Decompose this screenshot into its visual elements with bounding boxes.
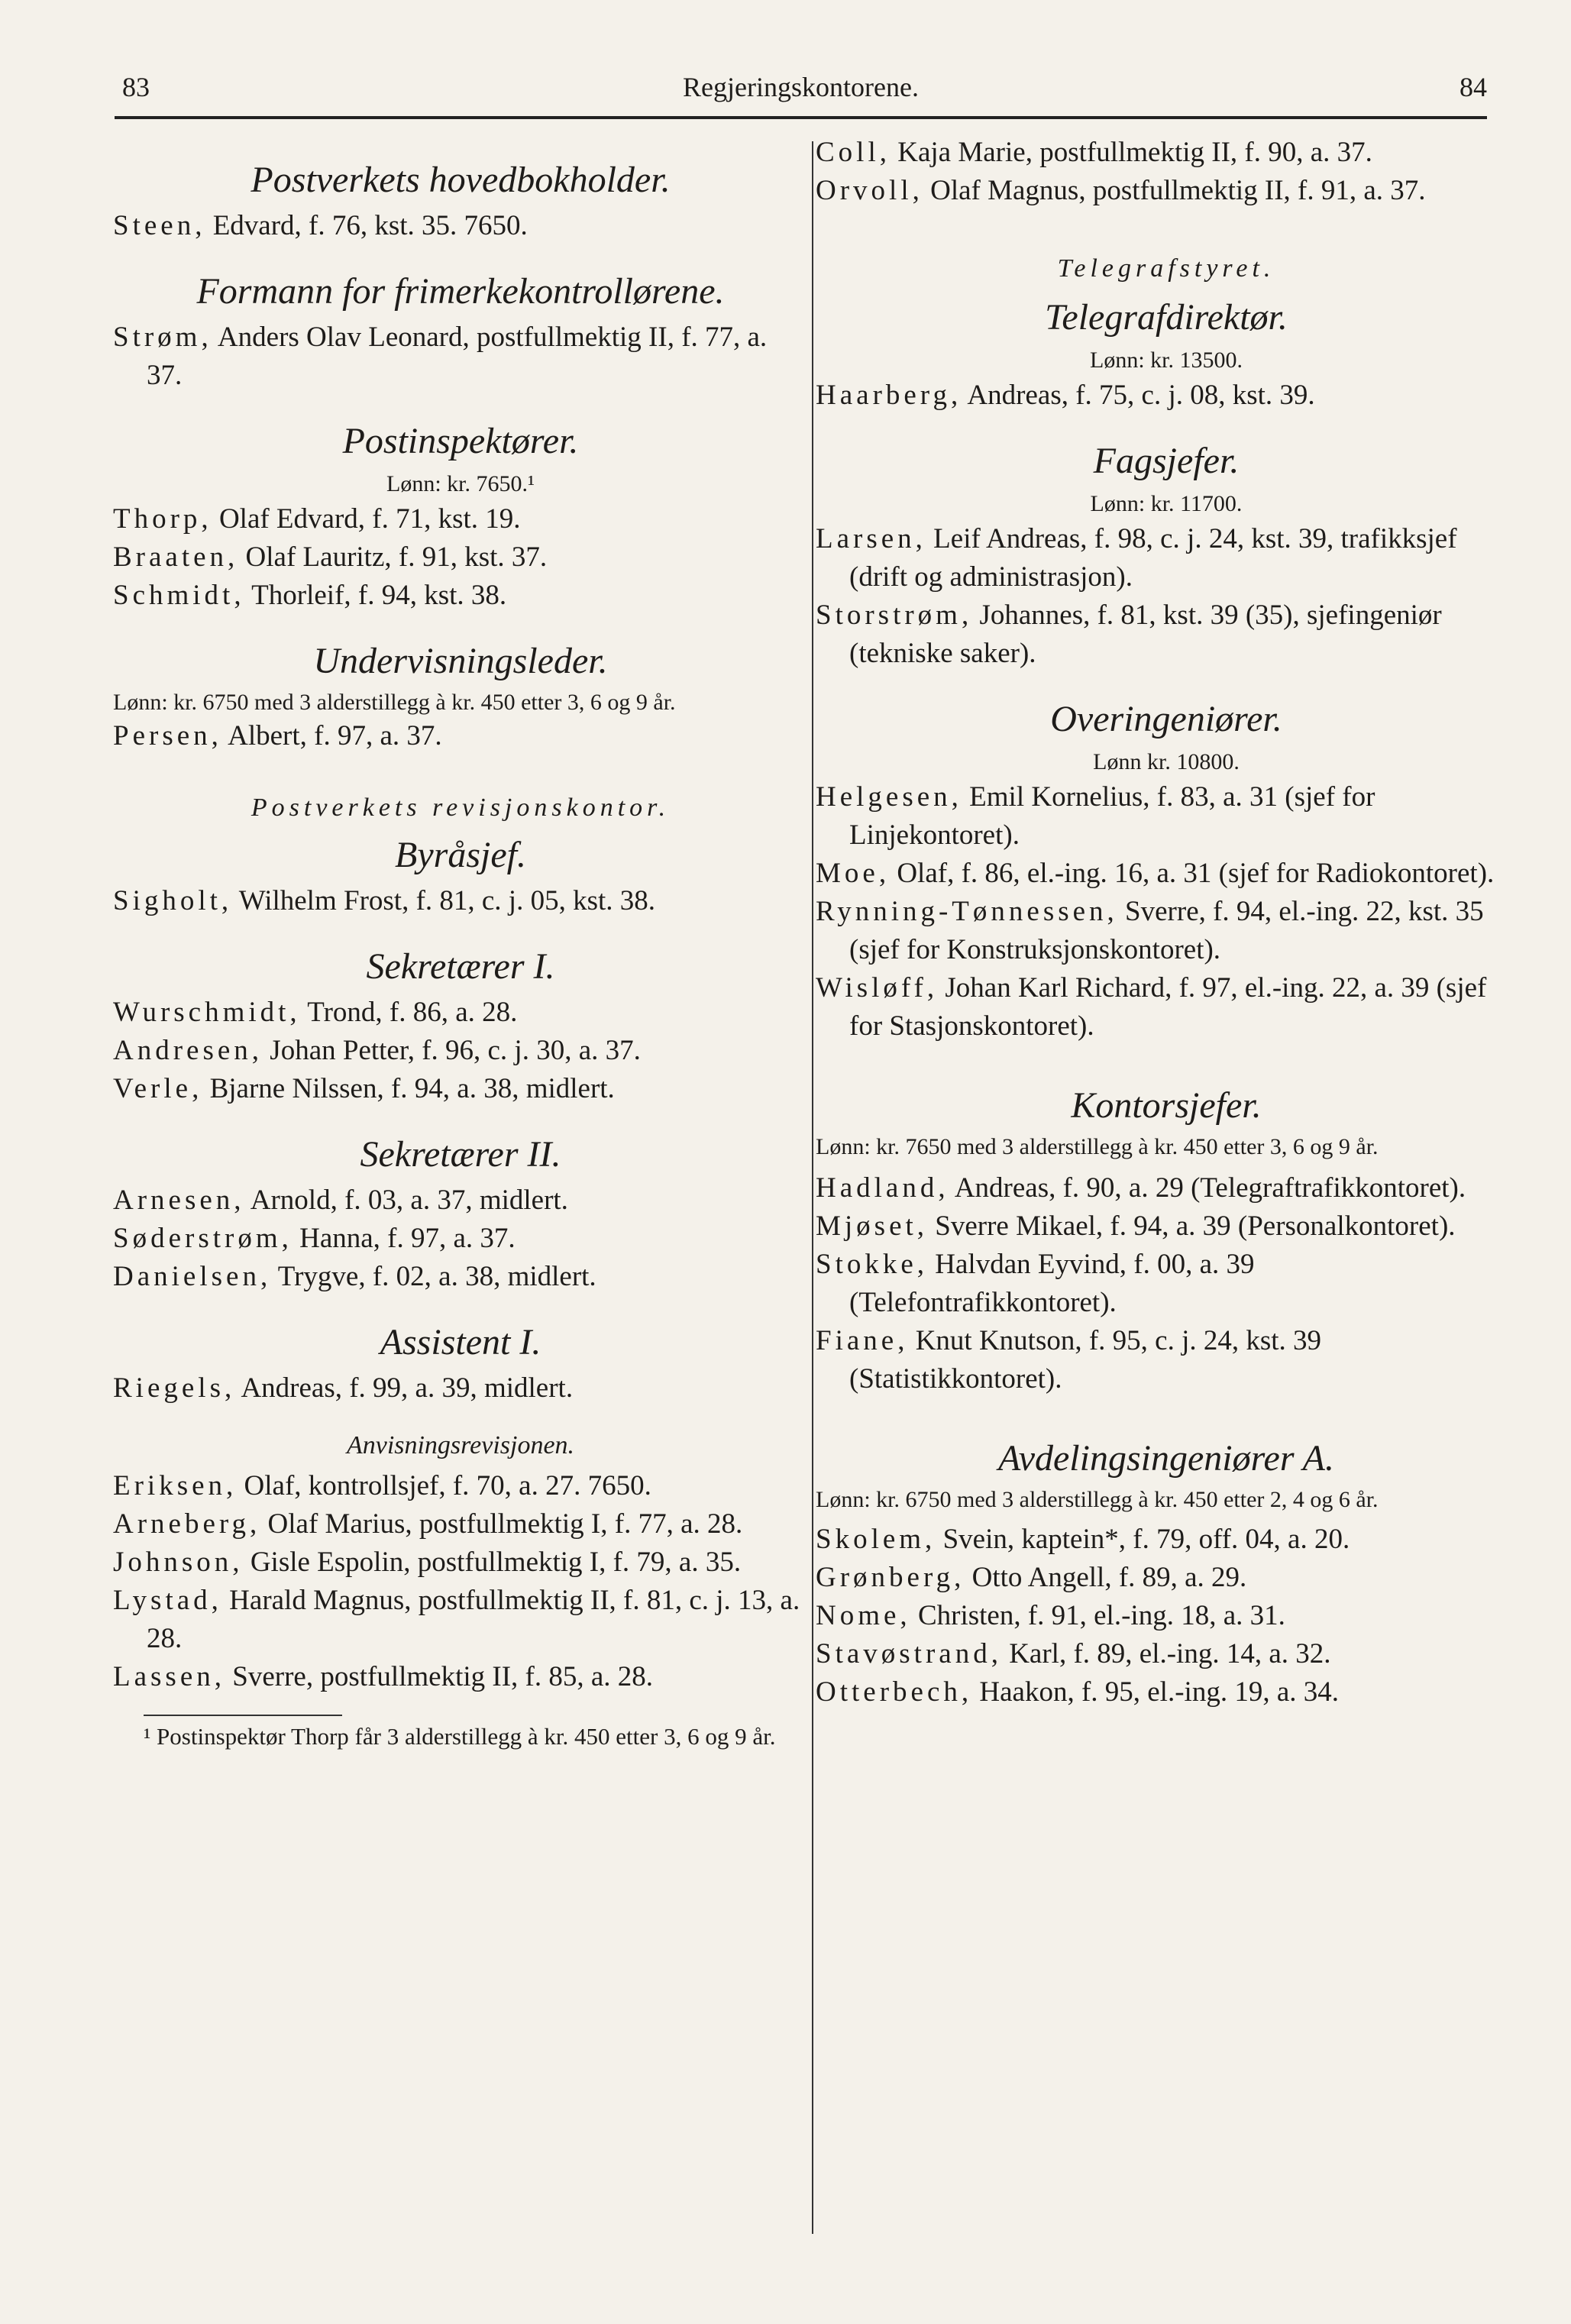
list-item xyxy=(113,1220,808,1258)
section-title: Overingeniører. xyxy=(1050,699,1282,739)
department-heading: Postverkets revisjonskontor. xyxy=(251,794,671,822)
entry-name: Wisløff, xyxy=(816,972,939,1004)
section-title: Avdelingsingeniører A. xyxy=(998,1438,1334,1479)
entry-details: Hanna, f. 97, a. 37. xyxy=(292,1223,516,1254)
entry-name: Lassen, xyxy=(113,1661,225,1692)
entry-name: Persen, xyxy=(113,720,222,752)
entry-name: Orvoll, xyxy=(816,175,923,206)
list-item xyxy=(816,1521,1517,1559)
entry-details: Arnold, f. 03, a. 37, midlert. xyxy=(244,1185,568,1216)
list-item xyxy=(113,717,808,755)
entry-details: Sverre, postfullmektig II, f. 85, a. 28. xyxy=(225,1661,654,1692)
entry-details: Gisle Espolin, postfullmektig I, f. 79, a. 35. xyxy=(243,1547,742,1578)
list-item xyxy=(816,520,1517,596)
entry-name: Thorp, xyxy=(113,503,212,535)
entry-name: Wurschmidt, xyxy=(113,997,301,1028)
entry-details: Emil Kornelius, f. 83, a. 31 (sjef for Linjekontoret). xyxy=(849,781,1375,851)
section-title: Assistent I. xyxy=(380,1322,541,1362)
entry-details: Sverre, f. 94, el.-ing. 22, kst. 35 (sjef for Konstruksjonskontoret). xyxy=(849,896,1484,965)
entry-name: Grønberg, xyxy=(816,1562,965,1593)
entry-details: Olaf Marius, postfullmektig I, f. 77, a. 28. xyxy=(260,1508,743,1540)
entry-name: Eriksen, xyxy=(113,1470,238,1501)
list-item xyxy=(816,1169,1517,1207)
section-title: Fagsjefer. xyxy=(1093,441,1240,481)
entry-name: Andresen, xyxy=(113,1035,263,1066)
entry-details: Olaf Edvard, f. 71, kst. 19. xyxy=(212,503,521,535)
section-title: Postverkets hovedbokholder. xyxy=(251,160,671,200)
salary-note: Lønn: kr. 7650.¹ xyxy=(386,471,535,496)
entry-details: Bjarne Nilssen, f. 94, a. 38, midlert. xyxy=(202,1073,615,1104)
entry-name: Hadland, xyxy=(816,1172,949,1204)
entry-details: Johannes, f. 81, kst. 39 (35), sjefingeniør (tekniske saker). xyxy=(849,600,1442,669)
page-number-left: 83 xyxy=(122,72,150,102)
entry-details: Olaf, kontrollsjef, f. 70, a. 27. 7650. xyxy=(237,1470,651,1501)
entry-details: Edvard, f. 76, kst. 35. 7650. xyxy=(205,210,528,241)
salary-note: Lønn: kr. 13500. xyxy=(1090,347,1243,373)
entry-name: Coll, xyxy=(816,137,891,168)
entry-name: Otterbech, xyxy=(816,1676,973,1708)
department-heading: Telegrafstyret. xyxy=(1057,254,1275,283)
entry-name: Haarberg, xyxy=(816,380,962,411)
entry-details: Karl, f. 89, el.-ing. 14, a. 32. xyxy=(1001,1638,1331,1669)
entry-name: Johnson, xyxy=(113,1547,244,1578)
entry-name: Skolem, xyxy=(816,1524,936,1555)
salary-note: Lønn: kr. 6750 med 3 alderstillegg à kr. 450 etter 3, 6 og 9 år. xyxy=(113,690,676,715)
entry-name: Stavøstrand, xyxy=(816,1638,1002,1669)
entry-name: Mjøset, xyxy=(816,1210,929,1242)
list-item xyxy=(816,1597,1517,1635)
entry-name: Strøm, xyxy=(113,322,212,353)
list-item xyxy=(113,1582,808,1658)
entry-name: Sigholt, xyxy=(113,885,233,916)
section-title: Kontorsjefer. xyxy=(1071,1085,1262,1126)
entry-name: Larsen, xyxy=(816,523,926,554)
entry-details: Thorleif, f. 94, kst. 38. xyxy=(244,580,507,611)
entry-details: Trond, f. 86, a. 28. xyxy=(300,997,518,1028)
section-title: Telegrafdirektør. xyxy=(1045,297,1288,338)
list-item xyxy=(816,1322,1517,1398)
list-item xyxy=(816,1673,1517,1711)
entry-name: Arneberg, xyxy=(113,1508,261,1540)
entry-details: Anders Olav Leonard, postfullmektig II, f. 77, a. 37. xyxy=(147,322,768,391)
salary-note: Lønn: kr. 7650 med 3 alderstillegg à kr. 450 etter 3, 6 og 9 år. xyxy=(816,1134,1379,1159)
entry-name: Rynning-Tønnessen, xyxy=(816,896,1118,927)
list-item xyxy=(113,207,808,245)
section-title: Byråsjef. xyxy=(395,835,526,875)
entry-name: Helgesen, xyxy=(816,781,962,813)
entry-name: Verle, xyxy=(113,1073,203,1104)
list-item xyxy=(816,855,1517,893)
list-item xyxy=(113,577,808,615)
list-item xyxy=(816,1246,1517,1322)
entry-details: Christen, f. 91, el.-ing. 18, a. 31. xyxy=(910,1600,1285,1631)
entry-details: Olaf Magnus, postfullmektig II, f. 91, a. 37. xyxy=(923,175,1426,206)
section-title: Undervisningsleder. xyxy=(313,641,608,681)
section-title: Postinspektører. xyxy=(342,421,579,461)
list-item xyxy=(113,1543,808,1582)
section-title: Sekretærer II. xyxy=(360,1134,561,1175)
list-item xyxy=(816,172,1517,210)
entry-details: Olaf, f. 86, el.-ing. 16, a. 31 (sjef for Radiokontoret). xyxy=(890,858,1495,889)
entry-details: Knut Knutson, f. 95, c. j. 24, kst. 39 (Statistikkontoret). xyxy=(849,1325,1322,1395)
list-item xyxy=(113,882,808,920)
list-item xyxy=(816,1559,1517,1597)
header-rule xyxy=(115,116,1487,119)
footnote-rule xyxy=(144,1715,342,1716)
entry-details: Svein, kaptein*, f. 79, off. 04, a. 20. xyxy=(936,1524,1350,1555)
entry-name: Fiane, xyxy=(816,1325,909,1356)
list-item xyxy=(816,596,1517,673)
entry-details: Leif Andreas, f. 98, c. j. 24, kst. 39, trafikksjef (drift og administrasjon). xyxy=(849,523,1457,593)
entry-details: Andreas, f. 99, a. 39, midlert. xyxy=(235,1372,574,1404)
entry-details: Halvdan Eyvind, f. 00, a. 39 (Telefontrafikkontoret). xyxy=(849,1249,1255,1318)
entry-details: Sverre Mikael, f. 94, a. 39 (Personalkontoret). xyxy=(928,1210,1456,1242)
entry-details: Johan Karl Richard, f. 97, el.-ing. 22, a. 39 (sjef for Stasjonskontoret). xyxy=(849,972,1487,1042)
section-title: Sekretærer I. xyxy=(366,946,555,987)
list-item xyxy=(816,377,1517,415)
entry-name: Schmidt, xyxy=(113,580,245,611)
entry-details: Wilhelm Frost, f. 81, c. j. 05, kst. 38. xyxy=(232,885,656,916)
salary-note: Lønn kr. 10800. xyxy=(1093,749,1240,774)
list-item xyxy=(113,1032,808,1070)
entry-name: Søderstrøm, xyxy=(113,1223,293,1254)
list-item xyxy=(816,969,1517,1046)
entry-details: Harald Magnus, postfullmektig II, f. 81, c. j. 13, a. 28. xyxy=(147,1585,800,1654)
list-item xyxy=(816,1635,1517,1673)
page-header xyxy=(115,64,1487,110)
column-divider xyxy=(812,141,813,2234)
list-item xyxy=(113,1505,808,1543)
section-title: Anvisningsrevisjonen. xyxy=(346,1431,575,1459)
list-item xyxy=(113,1070,808,1108)
list-item xyxy=(113,1181,808,1220)
list-item xyxy=(113,1369,808,1408)
running-title: Regjeringskontorene. xyxy=(683,72,919,102)
entry-name: Braaten, xyxy=(113,541,239,573)
section-title: Formann for frimerkekontrollørene. xyxy=(196,271,725,312)
salary-note: Lønn: kr. 11700. xyxy=(1090,491,1243,516)
entry-name: Steen, xyxy=(113,210,206,241)
entry-details: Andreas, f. 90, a. 29 (Telegraftrafikkontoret). xyxy=(949,1172,1466,1204)
list-item xyxy=(816,1207,1517,1246)
list-item xyxy=(113,500,808,538)
list-item xyxy=(113,538,808,577)
entry-details: Andreas, f. 75, c. j. 08, kst. 39. xyxy=(962,380,1315,411)
entry-name: Moe, xyxy=(816,858,891,889)
list-item xyxy=(816,893,1517,969)
salary-note: Lønn: kr. 6750 med 3 alderstillegg à kr. 450 etter 2, 4 og 6 år. xyxy=(816,1487,1379,1512)
right-column xyxy=(816,134,1517,1711)
entry-name: Storstrøm, xyxy=(816,600,973,631)
list-item xyxy=(113,318,808,395)
list-item xyxy=(113,1258,808,1296)
list-item xyxy=(816,134,1517,172)
footnote: ¹ Postinspektør Thorp får 3 alderstillegg à kr. 450 etter 3, 6 og 9 år. xyxy=(144,1723,776,1750)
page-number-right: 84 xyxy=(1459,72,1487,102)
entry-details: Olaf Lauritz, f. 91, kst. 37. xyxy=(238,541,548,573)
entry-details: Trygve, f. 02, a. 38, midlert. xyxy=(271,1261,596,1292)
entry-name: Arnesen, xyxy=(113,1185,245,1216)
entry-name: Riegels, xyxy=(113,1372,236,1404)
entry-name: Danielsen, xyxy=(113,1261,272,1292)
entry-name: Stokke, xyxy=(816,1249,929,1280)
entry-details: Johan Petter, f. 96, c. j. 30, a. 37. xyxy=(263,1035,641,1066)
entry-details: Albert, f. 97, a. 37. xyxy=(221,720,442,752)
entry-name: Nome, xyxy=(816,1600,911,1631)
list-item xyxy=(113,1467,808,1505)
entry-details: Haakon, f. 95, el.-ing. 19, a. 34. xyxy=(972,1676,1339,1708)
list-item xyxy=(816,778,1517,855)
list-item xyxy=(113,1658,808,1696)
entry-name: Lystad, xyxy=(113,1585,222,1616)
entry-details: Otto Angell, f. 89, a. 29. xyxy=(965,1562,1247,1593)
left-column xyxy=(113,134,808,1751)
entry-details: Kaja Marie, postfullmektig II, f. 90, a. 37. xyxy=(891,137,1372,168)
list-item xyxy=(113,994,808,1032)
